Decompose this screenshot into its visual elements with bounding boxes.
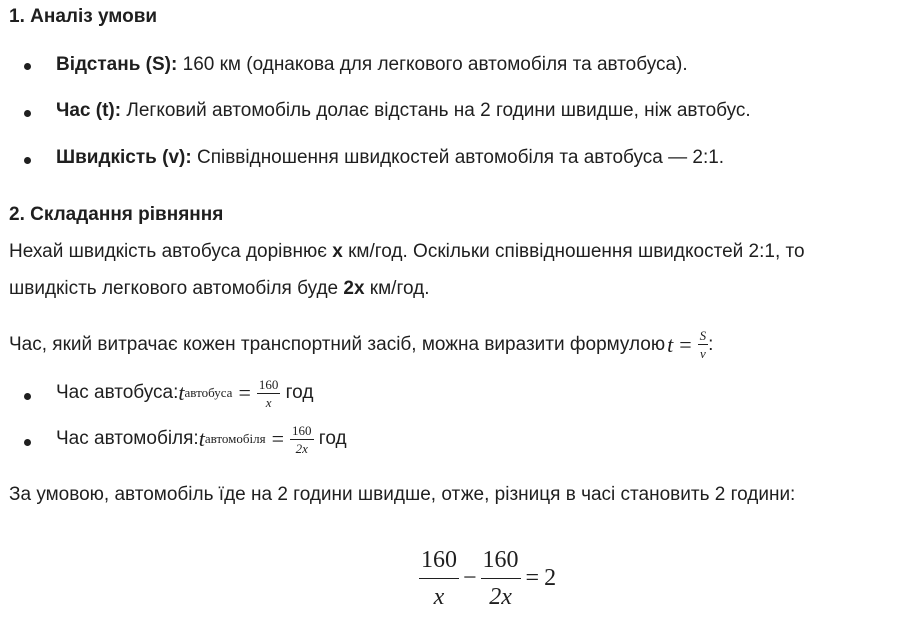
paragraph-condition: За умовою, автомобіль їде на 2 години швидше, отже, різниця в часі становить 2 години:: [9, 484, 796, 505]
variable-2x: 2x: [343, 278, 365, 299]
item-label: Швидкість (v):: [56, 147, 192, 168]
section-heading-analysis: 1. Аналіз умови: [9, 6, 158, 27]
bullet-icon: [24, 63, 31, 70]
fraction-160-over-x: $\frac{160}{x}$: [258, 376, 279, 410]
formula-fraction-s-over-v: $\frac{S}{v}$: [699, 328, 707, 361]
equation-rhs: 2: [544, 565, 557, 591]
formula-t: t: [667, 331, 674, 357]
paragraph-time-formula: Час, який витрачає кожен транспортний засіб, можна виразити формулою t = $\frac{S}{v}$ :: [9, 328, 714, 361]
main-equation: [419, 548, 556, 609]
fraction-160-over-2x: $\frac{160}{2x}$: [482, 547, 519, 610]
item-label: Час (t):: [56, 100, 122, 121]
section-heading-equation: 2. Складання рівняння: [9, 204, 224, 225]
paragraph-speed-line1: Нехай швидкість автобуса дорівнює x км/год. Оскільки співвідношення швидкостей 2:1, то: [9, 241, 805, 262]
fraction-160-over-2x: $\frac{160}{2x}$: [292, 422, 312, 456]
item-text: Співвідношення швидкостей автомобіля та автобуса — 2:1.: [191, 147, 725, 168]
bullet-icon: [24, 157, 31, 164]
variable-x: x: [332, 241, 343, 262]
minus-sign: −: [463, 565, 477, 591]
bullet-icon: [24, 439, 31, 446]
item-label: Відстань (S):: [56, 54, 178, 75]
bullet-icon: [24, 393, 31, 400]
paragraph-speed-line2: швидкість легкового автомобіля буде 2x км/год.: [9, 278, 430, 299]
fraction-160-over-x: $\frac{160}{x}$: [421, 547, 457, 610]
item-text: 160 км (однакова для легкового автомобіля та автобуса).: [177, 54, 688, 75]
equals-sign: =: [525, 565, 540, 591]
item-text: Легковий автомобіль долає відстань на 2 години швидше, ніж автобус.: [121, 100, 751, 121]
bullet-icon: [24, 110, 31, 117]
